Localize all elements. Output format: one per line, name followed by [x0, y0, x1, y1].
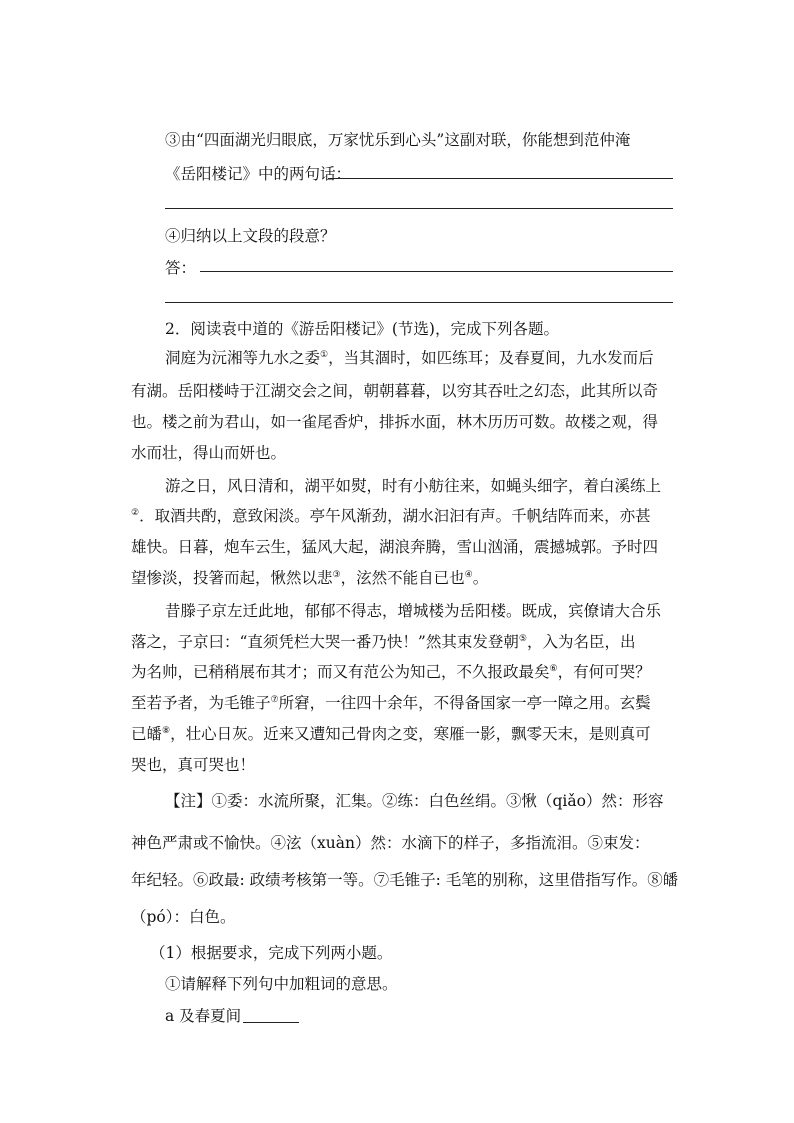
passage-line: 至若予者，为毛锥子⑦所窘，一往四十余年，不得备国家一亭一障之用。玄鬓 [131, 694, 651, 712]
item-a: a 及春夏间 [165, 1004, 299, 1026]
passage-line: 洞庭为沅湘等九水之委①，当其涸时，如匹练耳；及春夏间，九水发而后 [165, 349, 654, 367]
passage-line: 为名帅，已稍稍展布其才；而又有范公为知己，不久报政最矣⑥，有何可哭？ [131, 663, 651, 681]
section2-heading: 2．阅读袁中道的《游岳阳楼记》(节选)，完成下列各题。 [165, 320, 559, 338]
q3-line1: ③由“四面湖光归眼底，万家忧乐到心头”这副对联，你能想到范仲淹 [165, 131, 631, 149]
passage-line: 哭也，真可哭也！ [131, 756, 256, 774]
answer-blank-q4-b[interactable] [165, 302, 673, 303]
passage-line: 昔滕子京左迁此地，郁郁不得志，增城楼为岳阳楼。既成，宾僚请大合乐 [165, 602, 662, 620]
passage-line: 游之日，风日清和，湖平如熨，时有小舫往来，如蝇头细字，着白溪练上 [165, 477, 662, 495]
notes-line: 【注】①委：水流所聚，汇集。②练：白色丝绢。③愀（qiǎo）然：形容 [165, 792, 664, 810]
notes-line: 年纪轻。⑥政最: 政绩考核第一等。⑦毛锥子: 毛笔的别称，这里借指写作。⑧皤 [131, 871, 679, 889]
passage-line: 也。楼之前为君山，如一雀尾香炉，排拆水面，林木历历可数。故楼之观，得 [131, 413, 659, 431]
answer-blank-q3-a[interactable] [328, 178, 673, 179]
answer-blank-q3-b[interactable] [165, 208, 673, 209]
q4-prompt: ④归纳以上文段的段意？ [165, 227, 336, 245]
passage-line: 水而壮，得山而妍也。 [131, 444, 287, 462]
q4-answer-label: 答： [165, 259, 197, 277]
answer-blank-item-a[interactable] [243, 1008, 299, 1023]
answer-blank-q4-a[interactable] [200, 271, 673, 272]
subquestion-1: （1）根据要求，完成下列两小题。 [150, 944, 393, 962]
passage-line: ②．取酒共酌，意致闲淡。亭午风渐劲，湖水汩汩有声。千帆结阵而来，亦甚 [131, 507, 651, 525]
passage-line: 已皤⑧，壮心日灰。近来又遭知己骨肉之变，寒雁一影，飘零天末，是则真可 [131, 725, 651, 743]
q3-line2: 《岳阳楼记》中的两句话： [165, 165, 352, 183]
passage-line: 望惨淡，投箸而起，愀然以悲③，泫然不能自已也④。 [131, 569, 489, 587]
passage-line: 有湖。岳阳楼峙于江湖交会之间，朝朝暮暮，以穷其吞吐之幻态，此其所以奇 [131, 382, 659, 400]
notes-line: （pó）：白色。 [131, 908, 236, 926]
passage-line: 雄快。日暮，炮车云生，猛风大起，湖浪奔腾，雪山汹涌，震撼城郭。予时四 [131, 538, 659, 556]
passage-line: 落之，子京曰：“直须凭栏大哭一番乃快！”然其束发登朝⑤，入为名臣，出 [131, 633, 636, 651]
subquestion-1-1: ①请解释下列句中加粗词的意思。 [165, 975, 398, 993]
notes-line: 神色严肃或不愉快。④泫（xuàn）然：水滴下的样子，多指流泪。⑤束发： [131, 834, 650, 852]
